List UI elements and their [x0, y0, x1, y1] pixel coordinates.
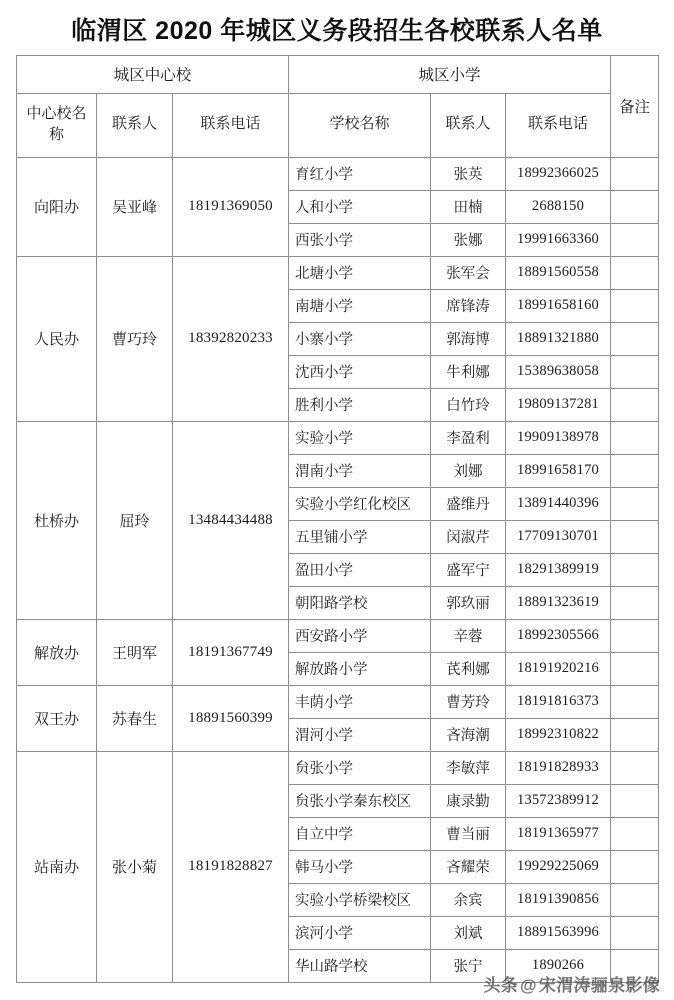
school-name: 育红小学: [289, 157, 431, 190]
school-contact: 张宁: [431, 949, 506, 982]
header-center-schools: 城区中心校: [17, 55, 289, 93]
center-school-contact: 苏春生: [97, 685, 173, 751]
school-contact: 芪利娜: [431, 652, 506, 685]
center-school-name: 人民办: [17, 256, 97, 421]
school-phone: 19991663360: [506, 223, 611, 256]
school-remark: [611, 685, 659, 718]
school-contact: 辛蓉: [431, 619, 506, 652]
header-school-name: 学校名称: [289, 93, 431, 157]
school-contact: 牛利娜: [431, 355, 506, 388]
school-phone: 18191816373: [506, 685, 611, 718]
school-name: 西张小学: [289, 223, 431, 256]
school-remark: [611, 718, 659, 751]
school-remark: [611, 223, 659, 256]
header-center-phone: 联系电话: [173, 93, 289, 157]
watermark-author: 宋渭涛骊泉影像: [538, 976, 660, 995]
school-name: 实验小学红化校区: [289, 487, 431, 520]
school-phone: 18991658160: [506, 289, 611, 322]
school-name: 贠张小学秦东校区: [289, 784, 431, 817]
page-title: 临渭区 2020 年城区义务段招生各校联系人名单: [71, 17, 603, 45]
school-name: 朝阳路学校: [289, 586, 431, 619]
school-remark: [611, 190, 659, 223]
center-school-name: 向阳办: [17, 157, 97, 256]
center-school-contact: 吴亚峰: [97, 157, 173, 256]
school-phone: 18191365977: [506, 817, 611, 850]
school-remark: [611, 157, 659, 190]
header-primary-schools: 城区小学: [289, 55, 611, 93]
school-name: 韩马小学: [289, 850, 431, 883]
school-name: 西安路小学: [289, 619, 431, 652]
school-name: 北塘小学: [289, 256, 431, 289]
school-contact: 张英: [431, 157, 506, 190]
school-name: 实验小学: [289, 421, 431, 454]
table-row: [17, 751, 659, 784]
school-name: 渭河小学: [289, 718, 431, 751]
school-name: 丰荫小学: [289, 685, 431, 718]
school-contact: 刘斌: [431, 916, 506, 949]
column-header-row: [17, 93, 659, 157]
school-phone: 19809137281: [506, 388, 611, 421]
center-school-phone: 18191369050: [173, 157, 289, 256]
school-phone: 19909138978: [506, 421, 611, 454]
center-school-contact: 曹巧玲: [97, 256, 173, 421]
watermark-source: 头条: [483, 976, 518, 995]
school-remark: [611, 949, 659, 982]
header-center-contact: 联系人: [97, 93, 173, 157]
school-contact: 盛维丹: [431, 487, 506, 520]
school-phone: 18191390856: [506, 883, 611, 916]
header-school-phone: 联系电话: [506, 93, 611, 157]
school-name: 贠张小学: [289, 751, 431, 784]
center-school-name: 解放办: [17, 619, 97, 685]
table-row: [17, 619, 659, 652]
center-school-contact: 屈玲: [97, 421, 173, 619]
school-phone: 19929225069: [506, 850, 611, 883]
school-contact: 余宾: [431, 883, 506, 916]
school-remark: [611, 883, 659, 916]
center-school-phone: 13484434488: [173, 421, 289, 619]
school-phone: 1890266: [506, 949, 611, 982]
school-contact: 盛军宁: [431, 553, 506, 586]
school-name: 滨河小学: [289, 916, 431, 949]
contacts-table: [16, 55, 659, 983]
center-school-name: 双王办: [17, 685, 97, 751]
center-school-contact: 王明军: [97, 619, 173, 685]
school-phone: 18891323619: [506, 586, 611, 619]
school-phone: 18191828933: [506, 751, 611, 784]
school-name: 华山路学校: [289, 949, 431, 982]
school-phone: 18891321880: [506, 322, 611, 355]
group-header-row: [17, 55, 659, 93]
school-phone: 13572389912: [506, 784, 611, 817]
school-name: 自立中学: [289, 817, 431, 850]
school-remark: [611, 850, 659, 883]
school-name: 解放路小学: [289, 652, 431, 685]
school-contact: 李盈利: [431, 421, 506, 454]
school-contact: 闵淑芹: [431, 520, 506, 553]
school-remark: [611, 289, 659, 322]
school-contact: 席锋涛: [431, 289, 506, 322]
table-row: [17, 256, 659, 289]
school-name: 小寨小学: [289, 322, 431, 355]
center-school-name: 站南办: [17, 751, 97, 982]
header-center-school-name: 中心校名称: [17, 93, 97, 157]
table-row: [17, 157, 659, 190]
school-contact: 田楠: [431, 190, 506, 223]
table-row: [17, 685, 659, 718]
school-remark: [611, 487, 659, 520]
table-row: [17, 421, 659, 454]
school-remark: [611, 553, 659, 586]
school-contact: 郭玖丽: [431, 586, 506, 619]
school-phone: 18992305566: [506, 619, 611, 652]
school-contact: 刘娜: [431, 454, 506, 487]
school-contact: 白竹玲: [431, 388, 506, 421]
school-phone: 18992366025: [506, 157, 611, 190]
school-contact: 康录勤: [431, 784, 506, 817]
header-school-contact: 联系人: [431, 93, 506, 157]
school-phone: 18291389919: [506, 553, 611, 586]
school-remark: [611, 751, 659, 784]
school-remark: [611, 652, 659, 685]
center-school-name: 杜桥办: [17, 421, 97, 619]
school-remark: [611, 586, 659, 619]
center-school-phone: 18191367749: [173, 619, 289, 685]
school-phone: 17709130701: [506, 520, 611, 553]
school-phone: 2688150: [506, 190, 611, 223]
school-contact: 张军会: [431, 256, 506, 289]
school-contact: 吝海潮: [431, 718, 506, 751]
school-name: 实验小学桥梁校区: [289, 883, 431, 916]
watermark-logo-icon: @: [520, 976, 537, 995]
school-name: 人和小学: [289, 190, 431, 223]
school-phone: 18891560558: [506, 256, 611, 289]
school-remark: [611, 817, 659, 850]
school-contact: 曹当丽: [431, 817, 506, 850]
school-name: 盈田小学: [289, 553, 431, 586]
school-remark: [611, 322, 659, 355]
school-contact: 曹芳玲: [431, 685, 506, 718]
center-school-phone: 18891560399: [173, 685, 289, 751]
school-name: 南塘小学: [289, 289, 431, 322]
table-body: [17, 55, 659, 982]
school-phone: 18992310822: [506, 718, 611, 751]
school-remark: [611, 619, 659, 652]
center-school-contact: 张小菊: [97, 751, 173, 982]
school-contact: 张娜: [431, 223, 506, 256]
school-contact: 吝耀荣: [431, 850, 506, 883]
school-remark: [611, 355, 659, 388]
school-remark: [611, 388, 659, 421]
school-remark: [611, 256, 659, 289]
school-remark: [611, 454, 659, 487]
school-remark: [611, 916, 659, 949]
school-remark: [611, 784, 659, 817]
school-phone: 18891563996: [506, 916, 611, 949]
header-remarks: 备注: [611, 55, 659, 157]
school-remark: [611, 421, 659, 454]
school-phone: 18991658170: [506, 454, 611, 487]
school-name: 胜利小学: [289, 388, 431, 421]
school-name: 五里铺小学: [289, 520, 431, 553]
school-phone: 13891440396: [506, 487, 611, 520]
school-name: 沈西小学: [289, 355, 431, 388]
center-school-phone: 18392820233: [173, 256, 289, 421]
school-contact: 郭海博: [431, 322, 506, 355]
table-container: [0, 55, 674, 983]
center-school-phone: 18191828827: [173, 751, 289, 982]
school-contact: 李敏萍: [431, 751, 506, 784]
school-phone: 15389638058: [506, 355, 611, 388]
school-remark: [611, 520, 659, 553]
school-phone: 18191920216: [506, 652, 611, 685]
school-name: 渭南小学: [289, 454, 431, 487]
